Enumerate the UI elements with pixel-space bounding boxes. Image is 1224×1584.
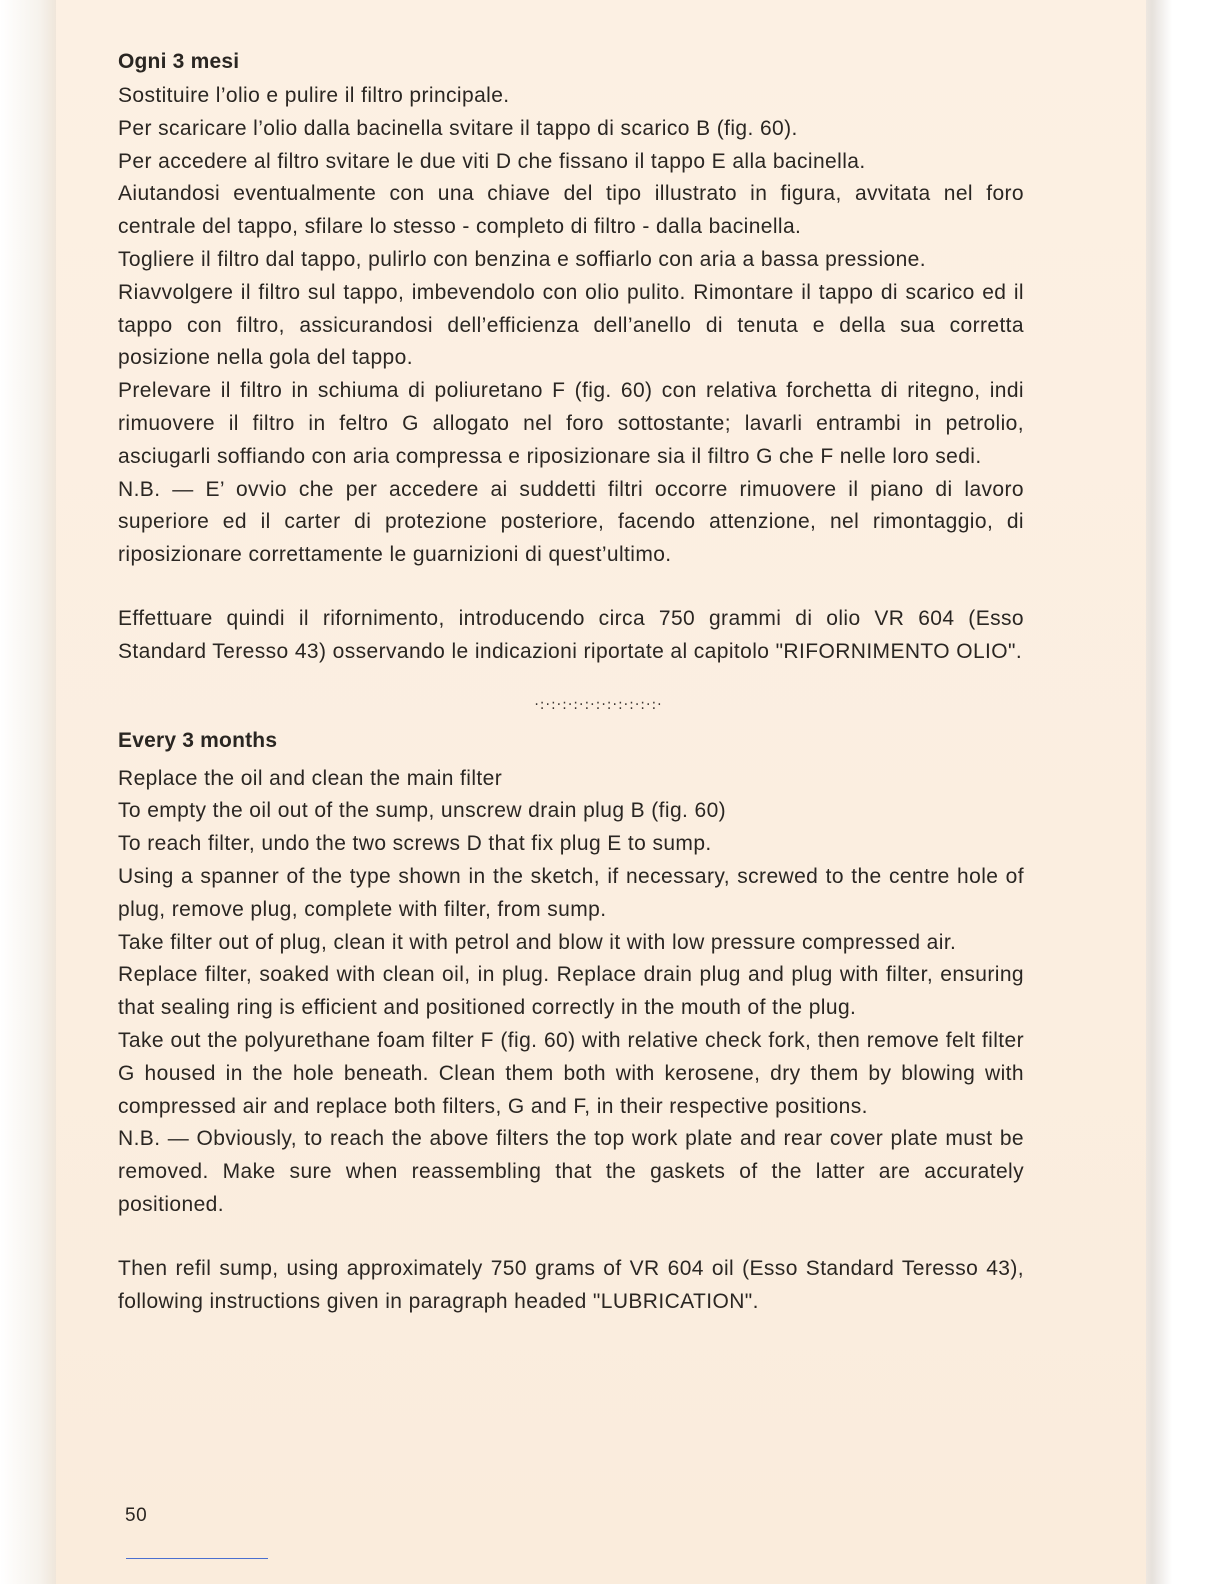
english-paragraph-7: Take out the polyurethane foam filter F (fig. 60) with relative check fork, then remove felt filter G housed in the hole beneath. Clean them both with kerosene, dry them by blowing with compressed air and replace both filters, G and F, in their respective positions. xyxy=(118,1028,1024,1118)
document-page xyxy=(56,0,1146,1584)
italian-paragraph-5: Togliere il filtro dal tappo, pulirlo con benzina e soffiarlo con aria a bassa pressione. xyxy=(118,247,926,271)
italian-heading: Ogni 3 mesi xyxy=(118,50,240,73)
right-margin-shadow xyxy=(1142,0,1224,1584)
italian-nb-note: N.B. — E’ ovvio che per accedere ai suddetti filtri occorre rimuovere il piano di lavoro superiore ed il carter di protezione posteriore, facendo attenzione, nel rimontaggio, di riposizionare correttamente le guarnizioni di quest’ultimo. xyxy=(118,477,1024,567)
left-margin-shadow xyxy=(0,0,56,1584)
english-paragraph-2: To empty the oil out of the sump, unscrew drain plug B (fig. 60) xyxy=(118,799,727,823)
english-paragraph-1: Replace the oil and clean the main filter xyxy=(118,766,503,790)
italian-paragraph-2: Per scaricare l’olio dalla bacinella svitare il tappo di scarico B (fig. 60). xyxy=(118,116,798,140)
italian-paragraph-7: Prelevare il filtro in schiuma di poliuretano F (fig. 60) con relativa forchetta di ritegno, indi rimuovere il filtro in feltro G allogato nel foro sottostante; lavarli entrambi in petrolio, asciugarli soffiando con aria compressa e riposizionare sia il filtro G che F nelle loro sedi. xyxy=(118,379,1024,468)
italian-paragraph-1: Sostituire l’olio e pulire il filtro principale. xyxy=(118,84,510,107)
paragraph-gap xyxy=(118,572,1024,603)
italian-paragraph-6: Riavvolgere il filtro sul tappo, imbevendolo con olio pulito. Rimontare il tappo di scarico ed il tappo con filtro, assicurandosi dell’efficienza dell’anello di tenuta e della sua corretta posizione nella gola del tappo. xyxy=(118,280,1024,370)
english-section xyxy=(118,725,1024,1319)
english-heading: Every 3 months xyxy=(118,728,278,752)
page-content xyxy=(118,46,1024,1318)
footer-rule-line xyxy=(126,1558,268,1559)
english-nb-note: N.B. — Obviously, to reach the above filters the top work plate and rear cover plate must be removed. Make sure when reassembling that the gaskets of the latter are accurately positioned. xyxy=(118,1127,1024,1216)
english-paragraph-5: Take filter out of plug, clean it with petrol and blow it with low pressure compressed air. xyxy=(118,930,957,954)
italian-closing-paragraph: Effettuare quindi il rifornimento, introducendo circa 750 grammi di olio VR 604 (Esso Standard Teresso 43) osservando le indicazioni riportate al capitolo "RIFORNIMENTO OLIO". xyxy=(118,606,1024,663)
page-number: 50 xyxy=(125,1505,148,1526)
italian-paragraph-4: Aiutandosi eventualmente con una chiave del tipo illustrato in figura, avvitata nel foro centrale del tappo, sfilare lo stesso - completo di filtro - dalla bacinella. xyxy=(118,182,1024,239)
english-paragraph-4: Using a spanner of the type shown in the sketch, if necessary, screwed to the centre hole of plug, remove plug, complete with filter, from sump. xyxy=(118,864,1024,921)
english-paragraph-3: To reach filter, undo the two screws D that fix plug E to sump. xyxy=(118,832,712,856)
section-divider-ornament: ·:·:·:·:·:·:·:·:·:·:·:· xyxy=(534,696,663,713)
italian-section xyxy=(118,46,1024,669)
paragraph-gap xyxy=(118,1222,1024,1253)
english-closing-paragraph: Then refil sump, using approximately 750 grams of VR 604 oil (Esso Standard Teresso 43), following instructions given in paragraph headed "LUBRICATION". xyxy=(118,1256,1024,1313)
english-paragraph-6: Replace filter, soaked with clean oil, in plug. Replace drain plug and plug with filter, ensuring that sealing ring is efficient and positioned correctly in the mouth of the plug. xyxy=(118,963,1024,1020)
italian-paragraph-3: Per accedere al filtro svitare le due viti D che fissano il tappo E alla bacinella. xyxy=(118,149,866,173)
